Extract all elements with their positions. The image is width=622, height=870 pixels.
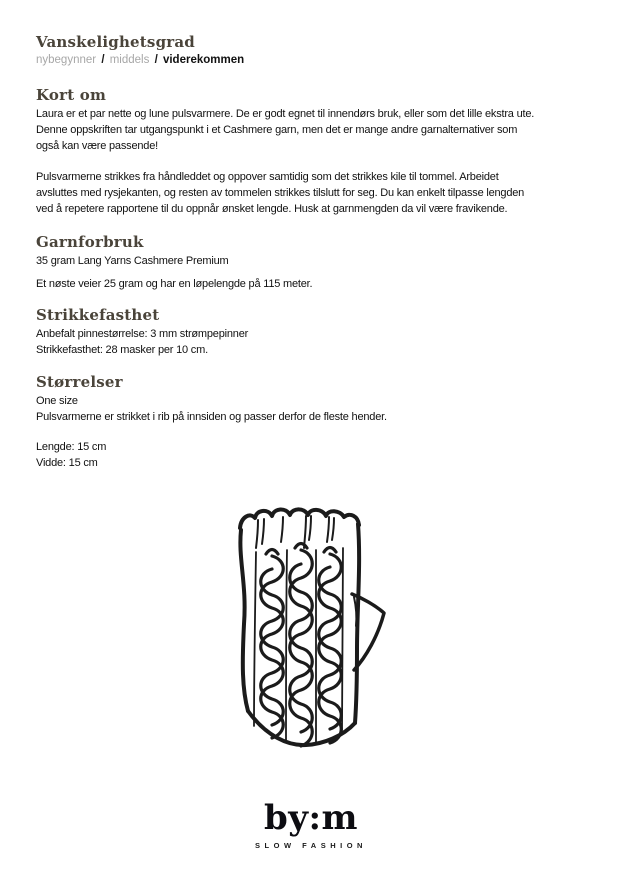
gauge-info [36, 326, 588, 358]
sizes-info [36, 393, 588, 471]
ruffle-strings [256, 516, 334, 548]
glove-left-edge [240, 530, 248, 711]
brand-name: by:m [263, 798, 359, 838]
text-line: Pulsvarmerne strikkes fra håndleddet og oppover samtidig som det strikkes kile til tommel. Arbeidet [36, 171, 499, 183]
difficulty-level-intermediate: middels [109, 54, 150, 66]
cable-braid [261, 569, 284, 725]
difficulty-level-beginner: nybegynner [36, 54, 97, 66]
yarn-amount: 35 gram Lang Yarns Cashmere Premium [36, 255, 229, 267]
sizes-title: Størrelser [36, 373, 123, 391]
cable-braid [295, 544, 307, 549]
difficulty-title: Vanskelighetsgrad [36, 33, 195, 51]
level-separator: / [101, 54, 105, 66]
level-separator: / [154, 54, 158, 66]
text-line: Denne oppskriften tar utgangspunkt i et Cashmere garn, men det er mange andre garnalternativer som [36, 124, 518, 136]
gauge-title: Strikkefasthet [36, 306, 160, 324]
difficulty-levels [36, 53, 588, 68]
pattern-text-column [36, 33, 588, 471]
text-line: også kan være passende! [36, 140, 158, 152]
yarn-title: Garnforbruk [36, 233, 144, 251]
yarn-skein-info: Et nøste veier 25 gram og har en løpelengde på 115 meter. [36, 278, 313, 290]
gauge-value: Strikkefasthet: 28 masker per 10 cm. [36, 344, 208, 356]
measurement-width: Vidde: 15 cm [36, 457, 98, 469]
difficulty-level-advanced: viderekommen [162, 54, 245, 66]
about-paragraph-1 [36, 106, 588, 154]
cable-braid [319, 567, 342, 729]
about-paragraph-2 [36, 169, 588, 217]
cable-braid [290, 564, 313, 732]
wrist-warmer-illustration [228, 504, 400, 759]
cable-braid [324, 548, 336, 553]
text-line: avsluttes med rysjekanten, og resten av tommelen strikkes tilslutt for seg. Du kan enkelt tilpasse lengden [36, 187, 525, 199]
size-label: One size [36, 395, 78, 407]
needle-size: Anbefalt pinnestørrelse: 3 mm strømpepinner [36, 328, 249, 340]
brand-tagline: SLOW FASHION [255, 841, 367, 850]
brand-logo [0, 798, 622, 850]
about-title: Kort om [36, 86, 107, 104]
cable-braid [266, 550, 278, 555]
text-line: ved å repetere rapportene til du oppnår ønsket lengde. Husk at garnmengden da vil være fravikende. [36, 203, 508, 215]
thumb-crease [354, 597, 356, 626]
yarn-info [36, 253, 588, 292]
glove-bottom-edge [248, 711, 355, 745]
measurement-length: Lengde: 15 cm [36, 441, 107, 453]
size-description: Pulsvarmerne er strikket i rib på innsiden og passer derfor de fleste hender. [36, 411, 387, 423]
text-line: Laura er et par nette og lune pulsvarmere. De er godt egnet til innendørs bruk, eller som det lille ekstra ute. [36, 108, 535, 120]
